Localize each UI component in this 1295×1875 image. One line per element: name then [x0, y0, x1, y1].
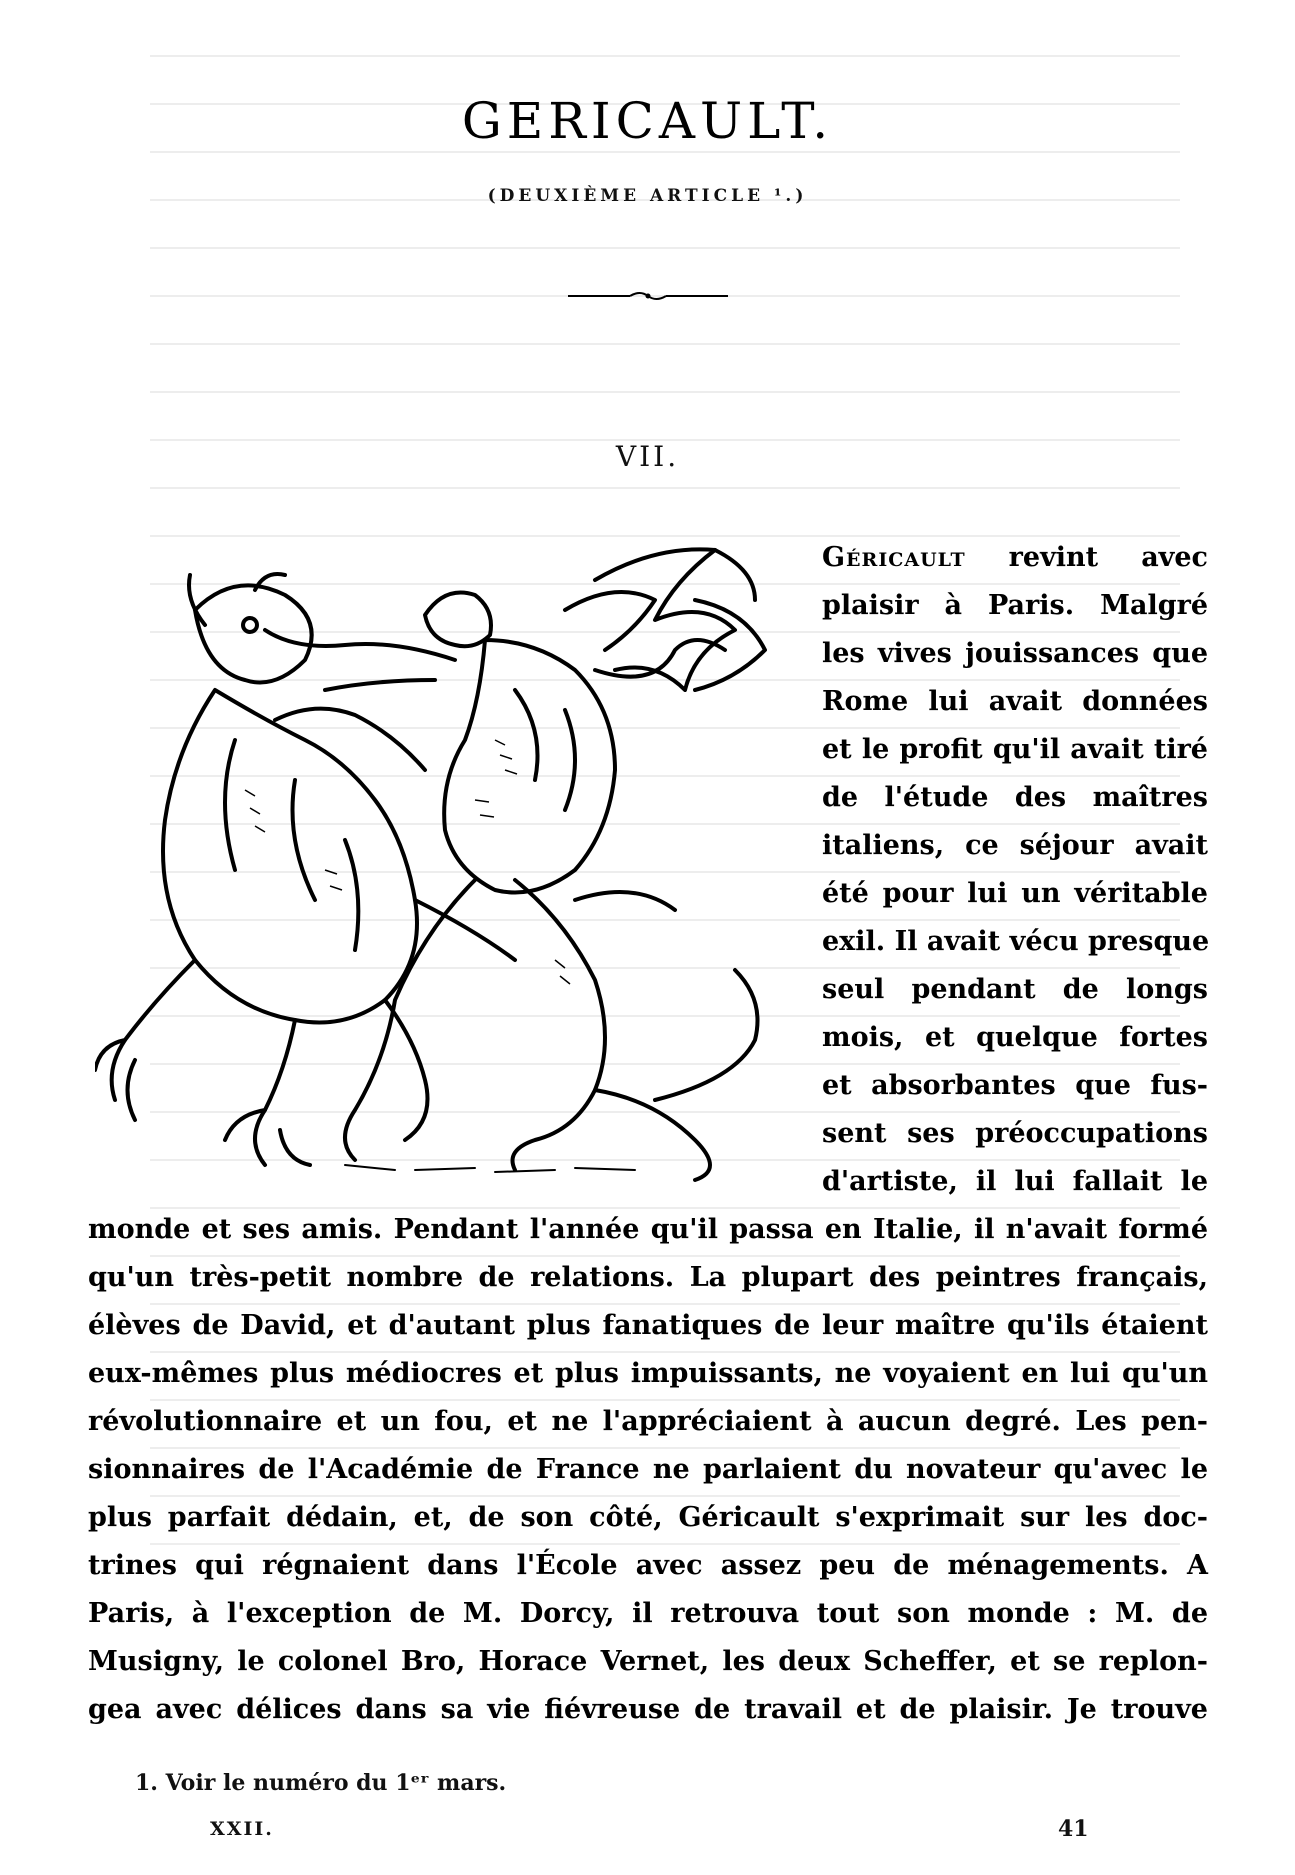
text-line: plus parfait dédain, et, de son côté, Géricault s'exprimait sur les doc-: [88, 1502, 1208, 1533]
page-number: 41: [1058, 1816, 1089, 1842]
page-title: GERICAULT.: [461, 91, 834, 150]
text-line: plaisir à Paris. Malgré: [822, 590, 1208, 621]
text-line: et le profit qu'il avait tiré: [822, 734, 1208, 765]
text-line: de l'étude des maîtres: [822, 782, 1208, 813]
text-line: Paris, à l'exception de M. Dorcy, il retrouva tout son monde : M. de: [88, 1598, 1208, 1629]
text-line: Musigny, le colonel Bro, Horace Vernet, les deux Scheffer, et se replon-: [88, 1646, 1208, 1677]
text-line: d'artiste, il lui fallait le: [822, 1166, 1208, 1197]
text-line: révolutionnaire et un fou, et ne l'appréciaient à aucun degré. Les pen-: [88, 1406, 1208, 1437]
text-line: sent ses préoccupations: [822, 1118, 1208, 1149]
text-line: les vives jouissances que: [822, 638, 1208, 669]
lead-word: Géricault: [822, 542, 966, 573]
text-line: trines qui régnaient dans l'École avec assez peu de ménagements. A: [88, 1550, 1208, 1581]
text-line: eux-mêmes plus médiocres et plus impuissants, ne voyaient en lui qu'un: [88, 1358, 1208, 1389]
signature-mark: XXII.: [210, 1818, 274, 1840]
text-line: élèves de David, et d'autant plus fanatiques de leur maître qu'ils étaient: [88, 1310, 1208, 1341]
text-line: gea avec délices dans sa vie fiévreuse de travail et de plaisir. Je trouve: [88, 1694, 1208, 1725]
text-line: [822, 534, 1208, 582]
text-line: exil. Il avait vécu presque: [822, 926, 1210, 957]
wrestling-illustration: [95, 540, 815, 1190]
text-line: seul pendant de longs: [822, 974, 1208, 1005]
article-note: (DEUXIÈME ARTICLE ¹.): [487, 186, 808, 206]
paragraph-right-column: [822, 534, 1208, 1206]
text-line: sionnaires de l'Académie de France ne parlaient du novateur qu'avec le: [88, 1454, 1208, 1485]
text-line: Rome lui avait données: [822, 686, 1208, 717]
paragraph-full-width: [88, 1206, 1208, 1734]
text-line: italiens, ce séjour avait: [822, 830, 1208, 861]
text-line: et absorbantes que fus-: [822, 1070, 1208, 1101]
text-line-rest: revint avec: [965, 542, 1208, 573]
section-number: VII.: [615, 440, 680, 473]
text-line: monde et ses amis. Pendant l'année qu'il passa en Italie, il n'avait formé: [88, 1214, 1208, 1245]
text-line: été pour lui un véritable: [822, 878, 1208, 909]
text-line: qu'un très-petit nombre de relations. La plupart des peintres français,: [88, 1262, 1208, 1293]
footnote: 1. Voir le numéro du 1ᵉʳ mars.: [135, 1770, 507, 1796]
text-line: mois, et quelque fortes: [822, 1022, 1208, 1053]
ornamental-rule: [0, 288, 1295, 307]
